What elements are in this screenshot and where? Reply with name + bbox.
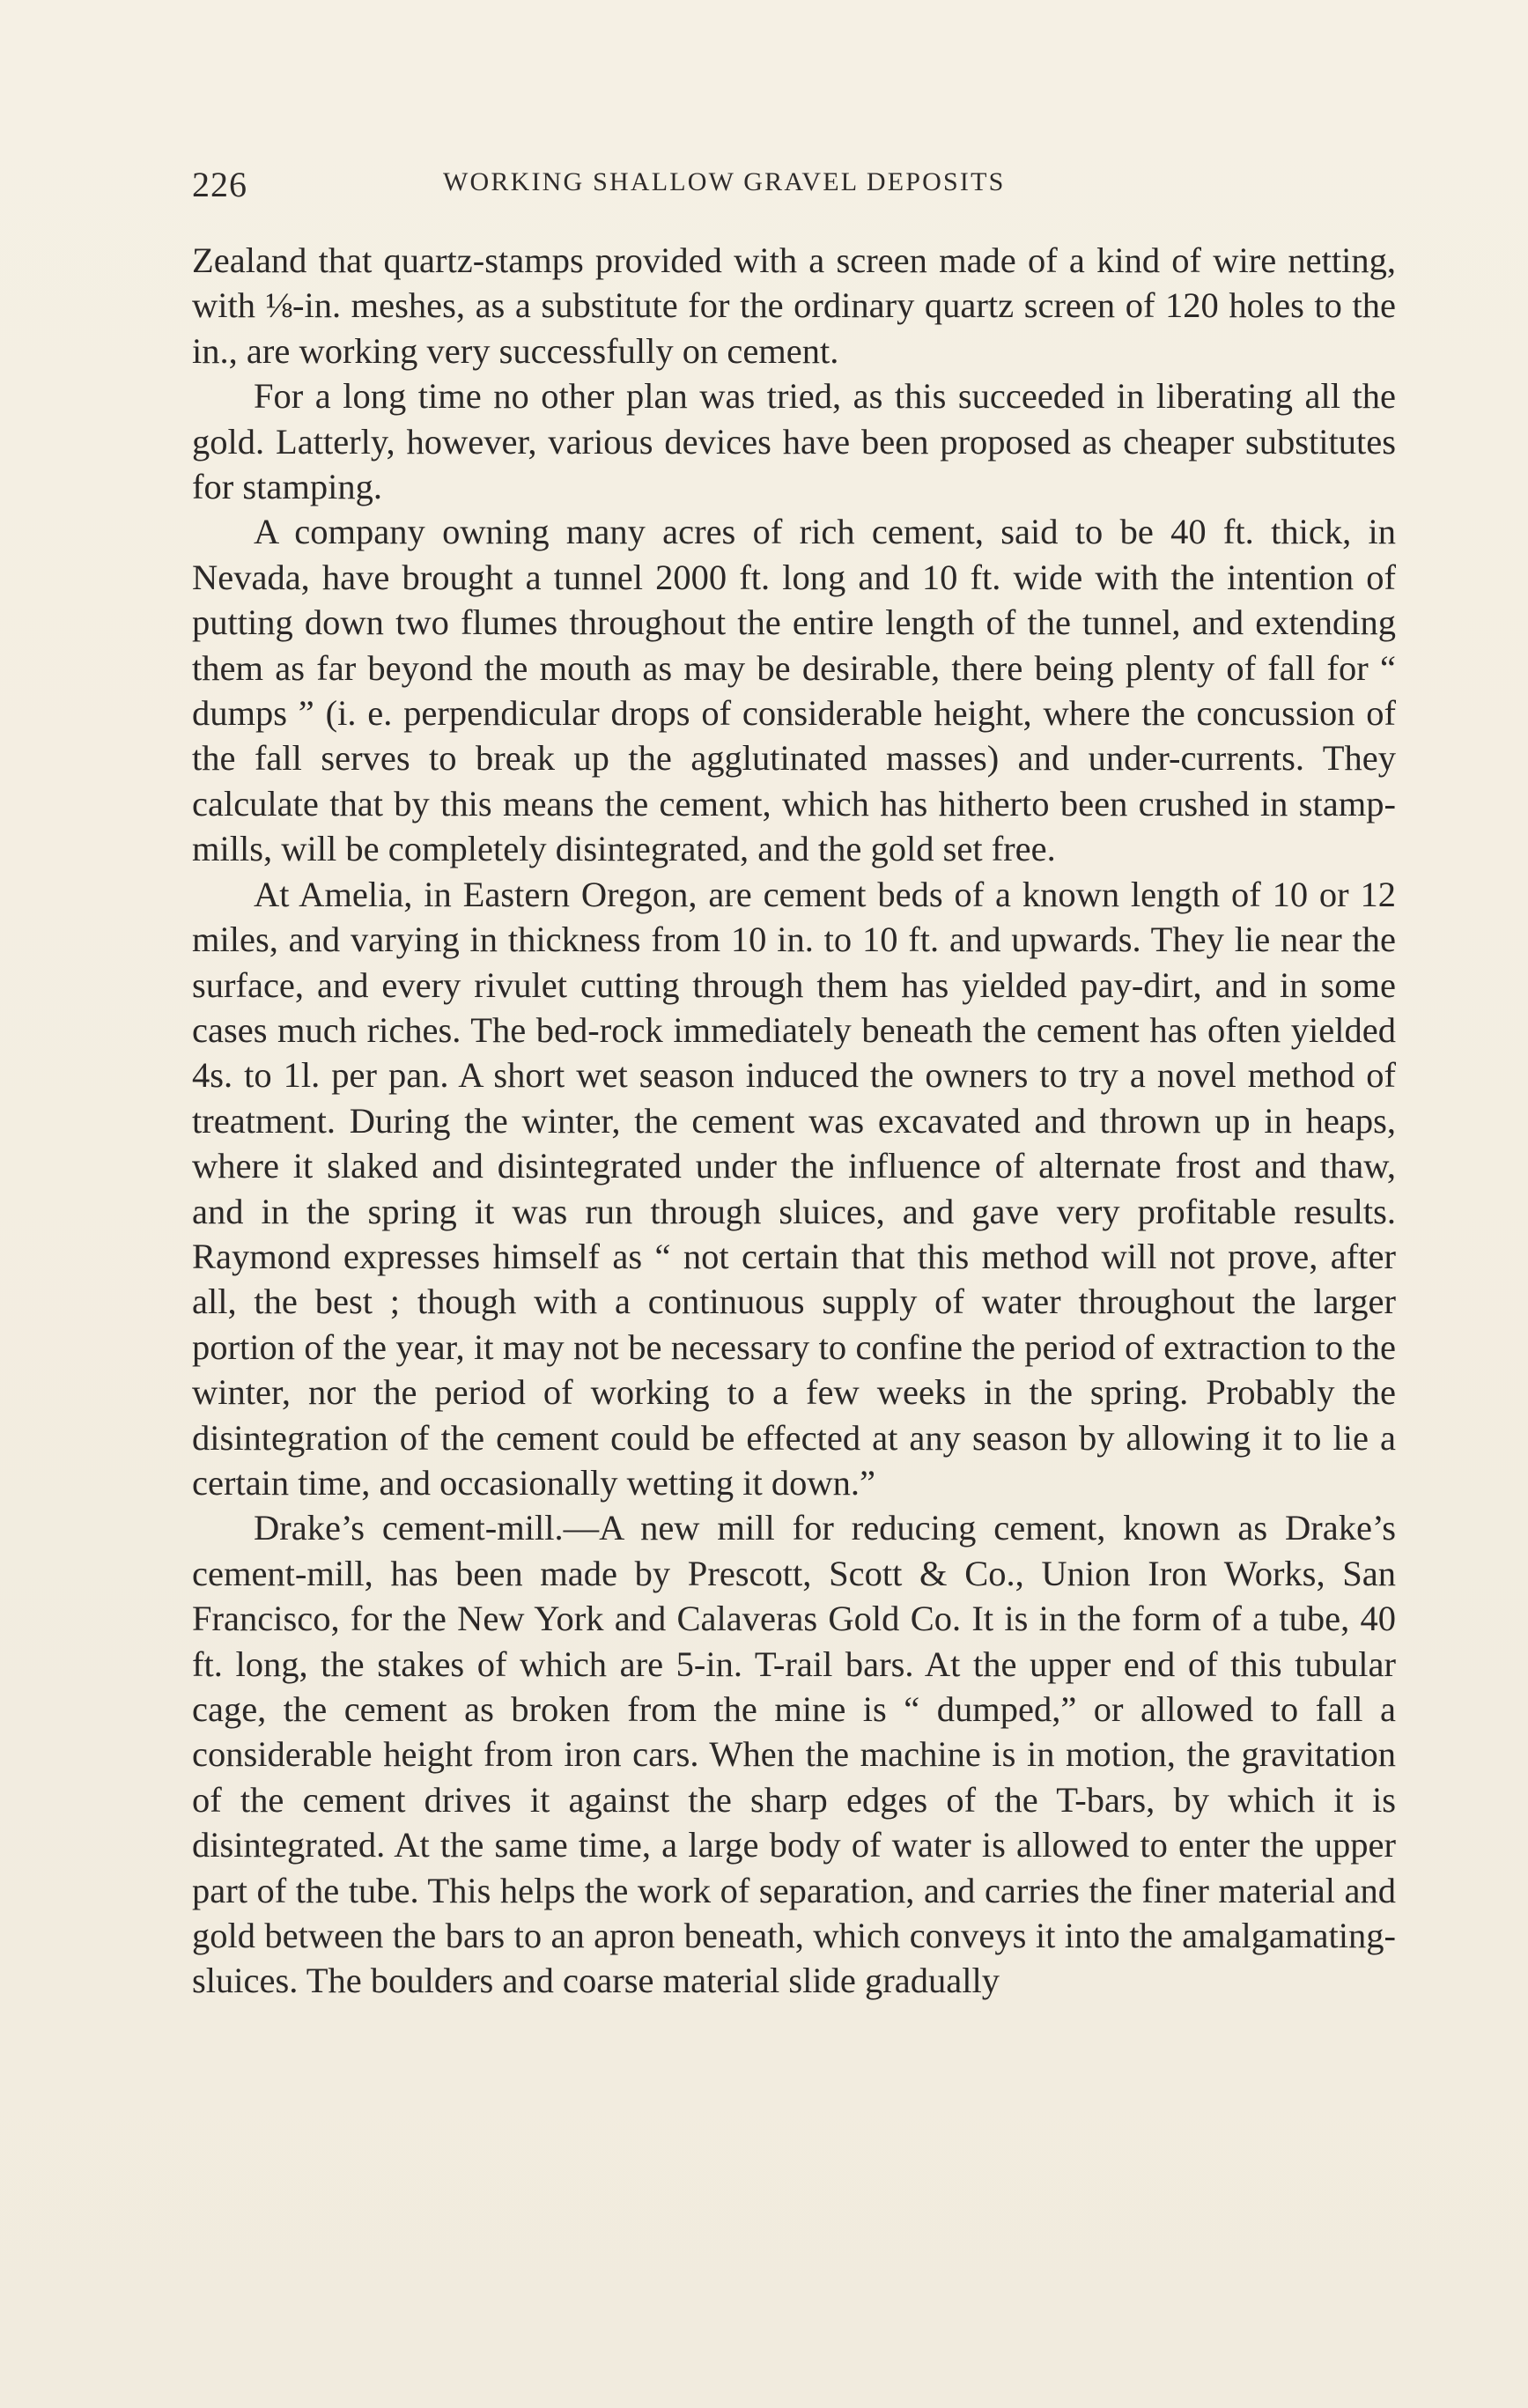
paragraph: For a long time no other plan was tried, as this succeeded in liberating all the gold. Latterly, however, various devices have been proposed as cheaper substitutes for stamping. [192,376,1396,507]
paragraph: A company owning many acres of rich cement, said to be 40 ft. thick, in Nevada, have brought a tunnel 2000 ft. long and 10 ft. wide with the intention of putting down two flumes throughout the entire length of the tunnel, and extending them as far beyond the mouth as may be desirable, there being plenty of fall for “ dumps ” (i. e. perpendicular drops of considerable height, where the concussion of the fall serves to break up the agglutinated masses) and under-currents. They calculate that by this means the cement, which has hitherto been crushed in stamp-mills, will be completely disintegrated, and the gold set free. [192,512,1396,869]
paragraph-drakes-cement-mill: Drake’s cement-mill.—A new mill for reducing cement, known as Drake’s cement-mill, has been made by Prescott, Scott & Co., Union Iron Works, San Francisco, for the New York and Calaveras Gold Co. It is in the form of a tube, 40 ft. long, the stakes of which are 5-in. T-rail bars. At the upper end of this tubular cage, the cement as broken from the mine is “ dumped,” or allowed to fall a considerable height from iron cars. When the machine is in motion, the gravitation of the cement drives it against the sharp edges of the T-bars, by which it is disintegrated. At the same time, a large body of water is allowed to enter the upper part of the tube. This helps the work of separation, and carries the finer material and gold between the bars to an apron beneath, which conveys it into the amalgamating-sluices. The boulders and coarse material slide gradually [192,1508,1396,2001]
paragraph-continuation: Zealand that quartz-stamps provided with a screen made of a kind of wire netting, with ⅛-in. meshes, as a substitute for the ordinary quartz screen of 120 holes to the in., are working very successfully on cement. [192,240,1396,371]
page-header [192,164,1126,217]
page-number: 226 [192,165,247,204]
running-head: WORKING SHALLOW GRAVEL DEPOSITS [443,167,1006,196]
paragraph: At Amelia, in Eastern Oregon, are cement beds of a known length of 10 or 12 miles, and varying in thickness from 10 in. to 10 ft. and upwards. They lie near the surface, and every rivulet cutting through them has yielded pay-dirt, and in some cases much riches. The bed-rock immediately beneath the cement has often yielded 4s. to 1l. per pan. A short wet season induced the owners to try a novel method of treatment. During the winter, the cement was excavated and thrown up in heaps, where it slaked and disintegrated under the influence of alternate frost and thaw, and in the spring it was run through sluices, and gave very profitable results. Raymond expresses himself as “ not certain that this method will not prove, after all, the best ; though with a continuous supply of water throughout the larger portion of the year, it may not be necessary to confine the period of extraction to the winter, nor the period of working to a few weeks in the spring. Probably the disintegration of the cement could be effected at any season by allowing it to lie a certain time, and occasionally wetting it down.” [192,874,1396,1503]
body-text [192,238,1396,2004]
